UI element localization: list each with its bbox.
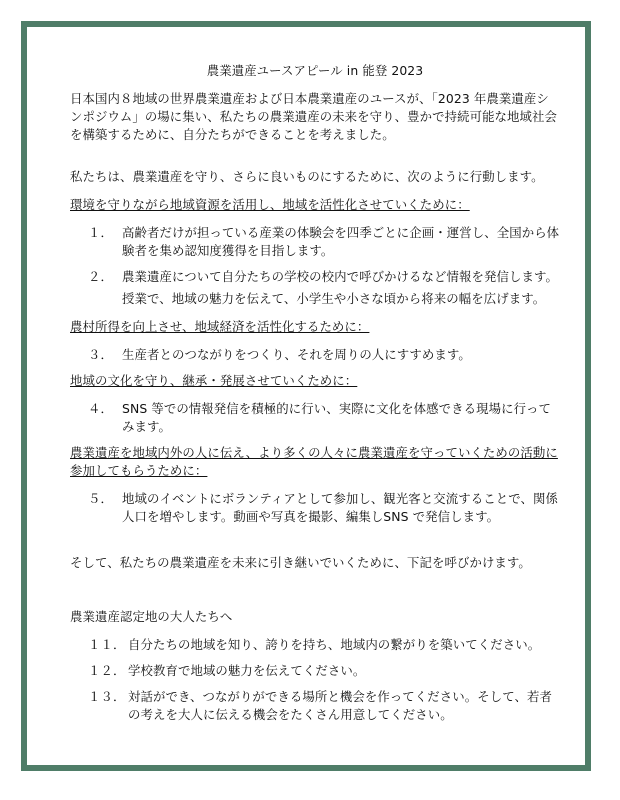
item-number: ３． bbox=[88, 347, 113, 362]
item-text: 地域のイベントにボランティアとして参加し、観光客と交流することで、関係人口を増やします。動画や写真を撮影、編集しSNS で発信します。 bbox=[122, 491, 558, 524]
closing-sentence: そして、私たちの農業遺産を未来に引き継いでいくために、下記を呼びかけます。 bbox=[70, 555, 531, 570]
item-text: 農業遺産について自分たちの学校の校内で呼びかけるなど情報を発信します。 bbox=[122, 269, 558, 284]
item-text: SNS 等での情報発信を積極的に行い、実際に文化を体感できる現場に行ってみます。 bbox=[122, 401, 552, 434]
item-number: １． bbox=[88, 225, 113, 240]
section-heading: 農業遺産を地域内外の人に伝え、より多くの人々に農業遺産を守っていくための活動に参加してもらうために： bbox=[70, 445, 558, 478]
list-item bbox=[70, 636, 560, 654]
item-number: １１． bbox=[88, 637, 126, 652]
list-item bbox=[70, 224, 560, 260]
item-text: 対話ができ、つながりができる場所と機会を作ってください。そして、若者の考えを大人に伝える機会をたくさん用意してください。 bbox=[128, 689, 552, 722]
list-item bbox=[70, 688, 560, 724]
item-subtext: 授業で、地域の魅力を伝えて、小学生や小さな頃から将来の幅を広げます。 bbox=[122, 291, 546, 306]
list-item bbox=[70, 268, 560, 286]
list-item bbox=[70, 346, 560, 364]
item-number: ２． bbox=[88, 269, 113, 284]
section-heading: 農村所得を向上させ、地域経済を活性化するために： bbox=[70, 319, 370, 334]
section-heading: 環境を守りながら地域資源を活用し、地域を活性化させていくために： bbox=[70, 197, 470, 212]
list-item bbox=[70, 400, 560, 436]
adults-label: 農業遺産認定地の大人たちへ bbox=[70, 609, 233, 624]
document-title: 農業遺産ユースアピール in 能登 2023 bbox=[206, 63, 424, 78]
list-item bbox=[70, 490, 560, 526]
list-item bbox=[70, 662, 560, 680]
item-text: 学校教育で地域の魅力を伝えてください。 bbox=[128, 663, 366, 678]
lead-sentence: 私たちは、農業遺産を守り、さらに良いものにするために、次のように行動します。 bbox=[70, 169, 544, 184]
item-number: ５． bbox=[88, 491, 113, 506]
intro-paragraph: 日本国内８地域の世界農業遺産および日本農業遺産のユースが、「2023 年農業遺産シンポジウム」の場に集い、私たちの農業遺産の未来を守り、豊かで持続可能な地域社会を構築するために、自分たちができることを考えました。 bbox=[70, 91, 558, 142]
item-number: ４． bbox=[88, 401, 113, 416]
document-body bbox=[70, 62, 560, 732]
item-text: 生産者とのつながりをつくり、それを周りの人にすすめます。 bbox=[122, 347, 471, 362]
item-number: １２． bbox=[88, 663, 126, 678]
item-text: 自分たちの地域を知り、誇りを持ち、地域内の繋がりを築いてください。 bbox=[128, 637, 541, 652]
item-text: 高齢者だけが担っている産業の体験会を四季ごとに企画・運営し、全国から体験者を集め認知度獲得を目指します。 bbox=[122, 225, 560, 258]
item-number: １３． bbox=[88, 689, 126, 704]
section-heading: 地域の文化を守り、継承・発展させていくために： bbox=[70, 373, 358, 388]
